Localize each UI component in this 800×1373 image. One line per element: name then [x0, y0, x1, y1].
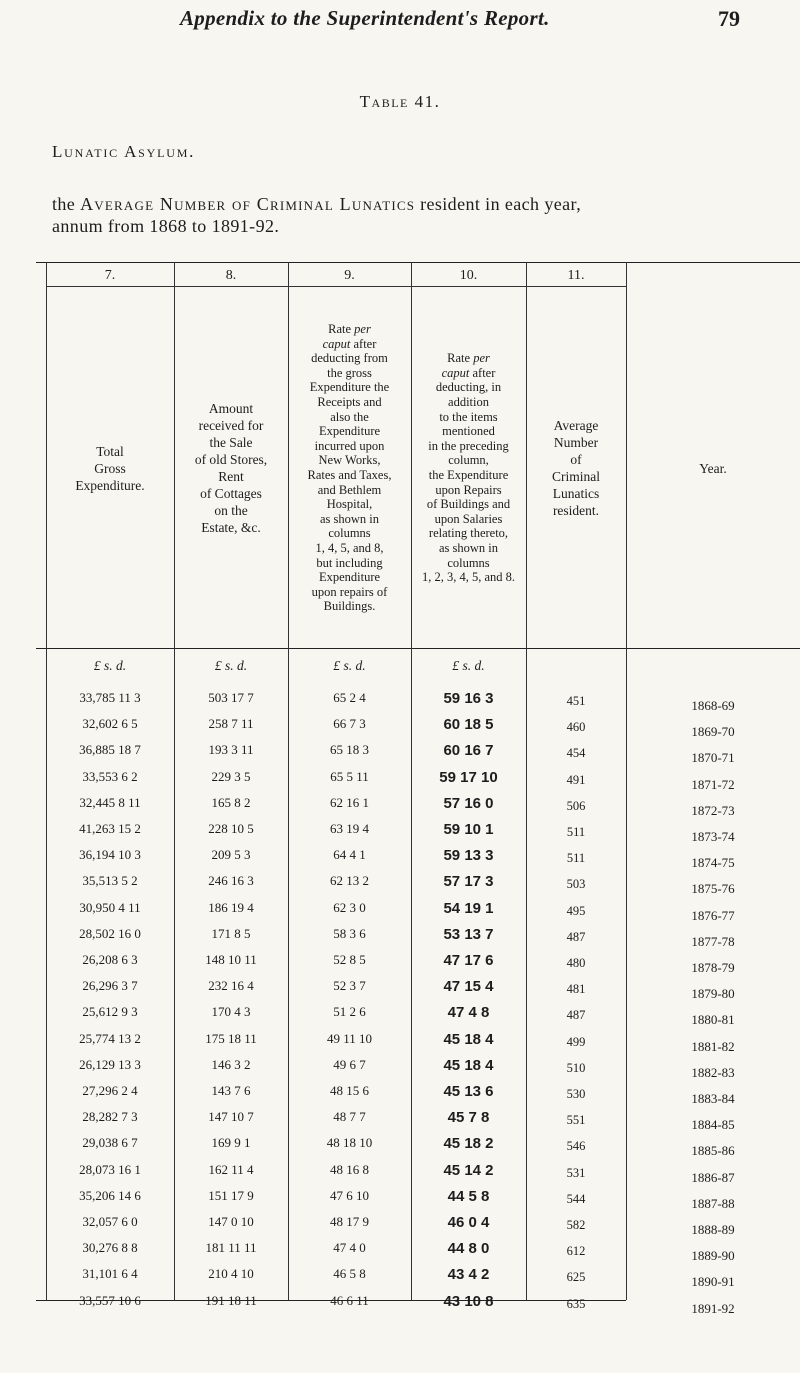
cell-rate9: 48 16 8	[330, 1161, 369, 1177]
cell-received: 258 7 11	[208, 716, 254, 732]
cell-year: 1869-70	[691, 724, 735, 740]
table-row	[36, 769, 800, 793]
cell-rate10: 47 15 4	[443, 978, 494, 996]
column-number-rule	[46, 286, 174, 287]
column-number-rule	[288, 286, 411, 287]
cell-received: 246 16 3	[208, 873, 254, 889]
table-row	[36, 1004, 800, 1028]
cell-year: 1871-72	[691, 776, 735, 792]
cell-total: 27,296 2 4	[82, 1083, 138, 1098]
cell-total: 31,101 6 4	[82, 1266, 138, 1282]
cell-year: 1879-80	[691, 986, 735, 1002]
cell-rate9: 47 6 10	[330, 1187, 369, 1203]
column-number-11: 11.	[567, 268, 585, 283]
cell-received: 147 0 10	[208, 1214, 254, 1229]
cell-average: 625	[566, 1270, 586, 1285]
table-top-rule	[36, 262, 800, 263]
cell-rate9: 63 19 4	[330, 821, 369, 836]
cell-rate10: 43 10 8	[443, 1292, 494, 1310]
subtitle-emphasis: Average Number of Criminal Lunatics	[80, 194, 416, 214]
cell-average: 551	[566, 1113, 586, 1128]
cell-average: 582	[566, 1218, 586, 1232]
cell-total: 26,129 13 3	[79, 1056, 141, 1072]
cell-rate10: 46 0 4	[447, 1214, 490, 1231]
cell-rate9: 62 16 1	[330, 794, 369, 810]
cell-year: 1885-86	[691, 1143, 735, 1159]
table-row	[36, 1240, 800, 1264]
cell-received: 210 4 10	[208, 1266, 254, 1282]
cell-year: 1891-92	[691, 1300, 735, 1316]
cell-rate10: 43 4 2	[447, 1266, 490, 1284]
cell-average: 530	[566, 1087, 586, 1101]
cell-rate9: 51 2 6	[333, 1004, 366, 1020]
table-row	[36, 742, 800, 766]
header-total-gross-expenditure: Total Gross Expenditure.	[75, 443, 145, 493]
section-heading: Lunatic Asylum.	[52, 142, 196, 161]
cell-rate10: 59 17 10	[439, 768, 498, 786]
cell-received: 148 10 11	[205, 952, 257, 967]
table-row	[36, 978, 800, 1002]
cell-rate9: 64 4 1	[333, 847, 366, 863]
cell-average: 487	[566, 929, 586, 944]
cell-average: 544	[566, 1191, 586, 1206]
cell-received: 232 16 4	[208, 978, 254, 994]
cell-average: 511	[566, 851, 586, 866]
table-row	[36, 1266, 800, 1290]
subtitle-line2: annum from 1868 to 1891-92.	[52, 216, 280, 236]
cell-total: 36,885 18 7	[79, 742, 141, 758]
cell-average: 451	[566, 694, 586, 708]
running-title: Appendix to the Superintendent's Report.	[180, 6, 550, 30]
cell-year: 1878-79	[691, 960, 735, 975]
cell-average: 487	[566, 1008, 586, 1023]
cell-average: 635	[566, 1296, 586, 1311]
cell-rate10: 59 16 3	[443, 690, 494, 707]
cell-total: 33,785 11 3	[79, 690, 141, 705]
header-average-number: Average Number of Criminal Lunatics resident.	[552, 418, 600, 518]
cell-received: 162 11 4	[208, 1161, 254, 1177]
cell-year: 1889-90	[691, 1248, 735, 1264]
cell-rate10: 44 8 0	[447, 1240, 490, 1258]
header-rate-per-caput-10: Rate per caput after deducting, in addition to the items mentioned in the preceding column, the Expenditure upon Repairs of Buildings and upon Salaries relating thereto, as shown in columns 1, 2, 3, 4, 5, and 8.	[421, 351, 516, 585]
cell-rate9: 65 2 4	[333, 690, 366, 705]
cell-average: 531	[566, 1165, 586, 1180]
cell-rate10: 54 19 1	[443, 899, 494, 917]
table-row	[36, 1214, 800, 1238]
cell-total: 36,194 10 3	[79, 847, 141, 863]
cell-rate9: 52 8 5	[333, 952, 366, 967]
cell-rate10: 45 18 4	[443, 1056, 494, 1074]
table-row	[36, 1162, 800, 1186]
cell-rate10: 47 4 8	[447, 1004, 490, 1022]
cell-rate10: 44 5 8	[447, 1187, 490, 1205]
cell-received: 170 4 3	[211, 1004, 251, 1020]
table-row	[36, 821, 800, 845]
cell-received: 146 3 2	[211, 1056, 251, 1072]
cell-rate9: 46 6 11	[330, 1292, 369, 1308]
cell-year: 1888-89	[691, 1222, 735, 1237]
cell-rate9: 48 15 6	[330, 1083, 369, 1098]
header-rate-per-caput-9: Rate per caput after deducting from the gross Expenditure the Receipts and also the Expenditure incurred upon New Works, Rates and Taxes, and Bethlem Hospital, as shown in columns 1, 4, 5, and 8, but including Expenditure upon repairs of Buildings.	[307, 322, 392, 614]
cell-year: 1877-78	[691, 933, 735, 949]
cell-year: 1875-76	[691, 881, 735, 897]
table-row	[36, 1188, 800, 1212]
cell-rate10: 57 16 0	[443, 794, 494, 812]
cell-year: 1882-83	[691, 1064, 735, 1080]
cell-year: 1873-74	[691, 829, 735, 844]
cell-received: 165 8 2	[211, 794, 251, 810]
cell-year: 1887-88	[691, 1195, 735, 1211]
cell-total: 25,774 13 2	[79, 1030, 141, 1046]
cell-average: 460	[566, 720, 586, 735]
table-row	[36, 847, 800, 871]
cell-rate9: 62 13 2	[330, 873, 369, 889]
cell-rate10: 45 7 8	[447, 1109, 490, 1127]
cell-received: 143 7 6	[211, 1083, 251, 1098]
cell-total: 28,502 16 0	[79, 925, 141, 941]
table-row	[36, 1135, 800, 1159]
cell-average: 506	[566, 798, 586, 813]
cell-total: 33,553 6 2	[82, 768, 138, 784]
cell-total: 32,602 6 5	[82, 716, 138, 732]
cell-rate9: 47 4 0	[333, 1240, 366, 1256]
units-rate10: £ s. d.	[452, 658, 485, 673]
cell-rate9: 65 18 3	[330, 742, 369, 758]
cell-rate9: 48 7 7	[333, 1109, 366, 1125]
cell-rate9: 62 3 0	[333, 899, 366, 915]
cell-average: 510	[566, 1060, 586, 1075]
cell-received: 503 17 7	[208, 690, 254, 705]
cell-received: 147 10 7	[208, 1109, 254, 1125]
cell-rate9: 52 3 7	[333, 978, 366, 994]
table-row	[36, 716, 800, 740]
cell-rate10: 47 17 6	[443, 952, 494, 969]
cell-rate10: 59 13 3	[443, 847, 494, 865]
cell-average: 546	[566, 1139, 586, 1154]
cell-year: 1874-75	[691, 855, 735, 871]
cell-year: 1884-85	[691, 1117, 735, 1133]
table-row	[36, 1293, 800, 1317]
cell-received: 228 10 5	[208, 821, 254, 836]
cell-received: 229 3 5	[211, 768, 251, 784]
cell-total: 30,950 4 11	[79, 899, 141, 915]
cell-average: 481	[566, 982, 586, 997]
cell-total: 32,445 8 11	[79, 794, 141, 810]
table-row	[36, 1109, 800, 1133]
cell-total: 26,296 3 7	[82, 978, 138, 994]
cell-year: 1872-73	[691, 802, 735, 818]
header-year: Year.	[699, 460, 727, 476]
cell-rate9: 48 17 9	[330, 1214, 369, 1229]
cell-year: 1868-69	[691, 698, 735, 713]
table-row	[36, 952, 800, 976]
cell-rate9: 46 5 8	[333, 1266, 366, 1282]
cell-rate9: 65 5 11	[330, 768, 369, 784]
cell-average: 480	[566, 956, 586, 970]
cell-rate10: 45 18 4	[443, 1030, 494, 1048]
cell-total: 35,513 5 2	[82, 873, 138, 889]
cell-year: 1890-91	[691, 1274, 735, 1290]
cell-total: 28,282 7 3	[82, 1109, 138, 1125]
cell-year: 1870-71	[691, 750, 735, 766]
cell-average: 503	[566, 877, 586, 892]
units-total: £ s. d.	[93, 658, 127, 673]
cell-average: 499	[566, 1034, 586, 1049]
cell-rate10: 45 18 2	[443, 1135, 494, 1153]
cell-rate10: 60 18 5	[443, 716, 494, 734]
cell-total: 28,073 16 1	[79, 1161, 141, 1177]
cell-rate10: 60 16 7	[443, 742, 494, 760]
column-number-rule	[411, 286, 526, 287]
cell-year: 1881-82	[691, 1038, 735, 1054]
cell-rate9: 49 11 10	[326, 1030, 373, 1046]
column-number-10: 10.	[459, 268, 478, 283]
cell-total: 41,263 15 2	[79, 821, 141, 836]
cell-average: 491	[566, 772, 586, 787]
table-row	[36, 1083, 800, 1107]
cell-rate9: 48 18 10	[326, 1135, 373, 1151]
cell-total: 25,612 9 3	[82, 1004, 138, 1020]
cell-total: 26,208 6 3	[82, 952, 138, 967]
cell-rate10: 57 17 3	[443, 873, 494, 891]
units-rate9: £ s. d.	[333, 658, 366, 673]
cell-rate10: 45 13 6	[443, 1083, 494, 1100]
table-row	[36, 690, 800, 714]
cell-received: 181 11 11	[205, 1240, 257, 1256]
cell-rate10: 45 14 2	[443, 1161, 494, 1179]
cell-average: 511	[566, 825, 586, 839]
column-number-9: 9.	[344, 268, 355, 283]
table-row	[36, 900, 800, 924]
running-head	[180, 6, 740, 40]
cell-rate9: 66 7 3	[333, 716, 366, 732]
cell-total: 30,276 8 8	[82, 1240, 138, 1256]
cell-rate9: 58 3 6	[333, 925, 366, 941]
column-number-rule	[174, 286, 288, 287]
cell-total: 35,206 14 6	[79, 1187, 141, 1203]
table-row	[36, 926, 800, 950]
cell-year: 1883-84	[691, 1091, 735, 1106]
header-separator-rule	[36, 648, 800, 649]
table-row	[36, 873, 800, 897]
cell-received: 175 18 11	[205, 1030, 257, 1046]
cell-received: 186 19 4	[208, 899, 254, 915]
data-table	[36, 262, 800, 1316]
column-number-8: 8.	[225, 268, 237, 283]
table-row	[36, 795, 800, 819]
column-number-7: 7.	[104, 268, 116, 283]
cell-received: 191 18 11	[205, 1292, 257, 1308]
cell-average: 495	[566, 903, 586, 918]
cell-average: 612	[566, 1244, 586, 1259]
cell-total: 32,057 6 0	[82, 1214, 138, 1229]
cell-received: 193 3 11	[208, 742, 254, 758]
cell-average: 454	[566, 746, 586, 761]
cell-received: 151 17 9	[208, 1187, 254, 1203]
subtitle-suffix: resident in each year,	[420, 194, 582, 214]
cell-rate10: 53 13 7	[443, 925, 494, 943]
column-number-rule	[526, 286, 626, 287]
cell-rate9: 49 6 7	[333, 1056, 366, 1072]
cell-total: 33,557 10 6	[79, 1292, 141, 1308]
table-row	[36, 1031, 800, 1055]
page-number: 79	[718, 6, 740, 31]
table-subtitle	[52, 193, 792, 237]
cell-year: 1886-87	[691, 1169, 735, 1185]
header-amount-received: Amount received for the Sale of old Stores, Rent of Cottages on the Estate, &c.	[194, 401, 268, 535]
cell-received: 171 8 5	[211, 925, 251, 941]
table-label: Table 41.	[359, 92, 441, 111]
cell-received: 169 9 1	[211, 1135, 251, 1151]
table-row	[36, 1057, 800, 1081]
units-received: £ s. d.	[214, 658, 248, 673]
cell-year: 1880-81	[691, 1012, 735, 1028]
cell-year: 1876-77	[691, 907, 735, 923]
cell-received: 209 5 3	[211, 847, 251, 863]
cell-total: 29,038 6 7	[82, 1135, 138, 1151]
subtitle-prefix: the	[52, 194, 76, 214]
cell-rate10: 59 10 1	[443, 821, 494, 838]
